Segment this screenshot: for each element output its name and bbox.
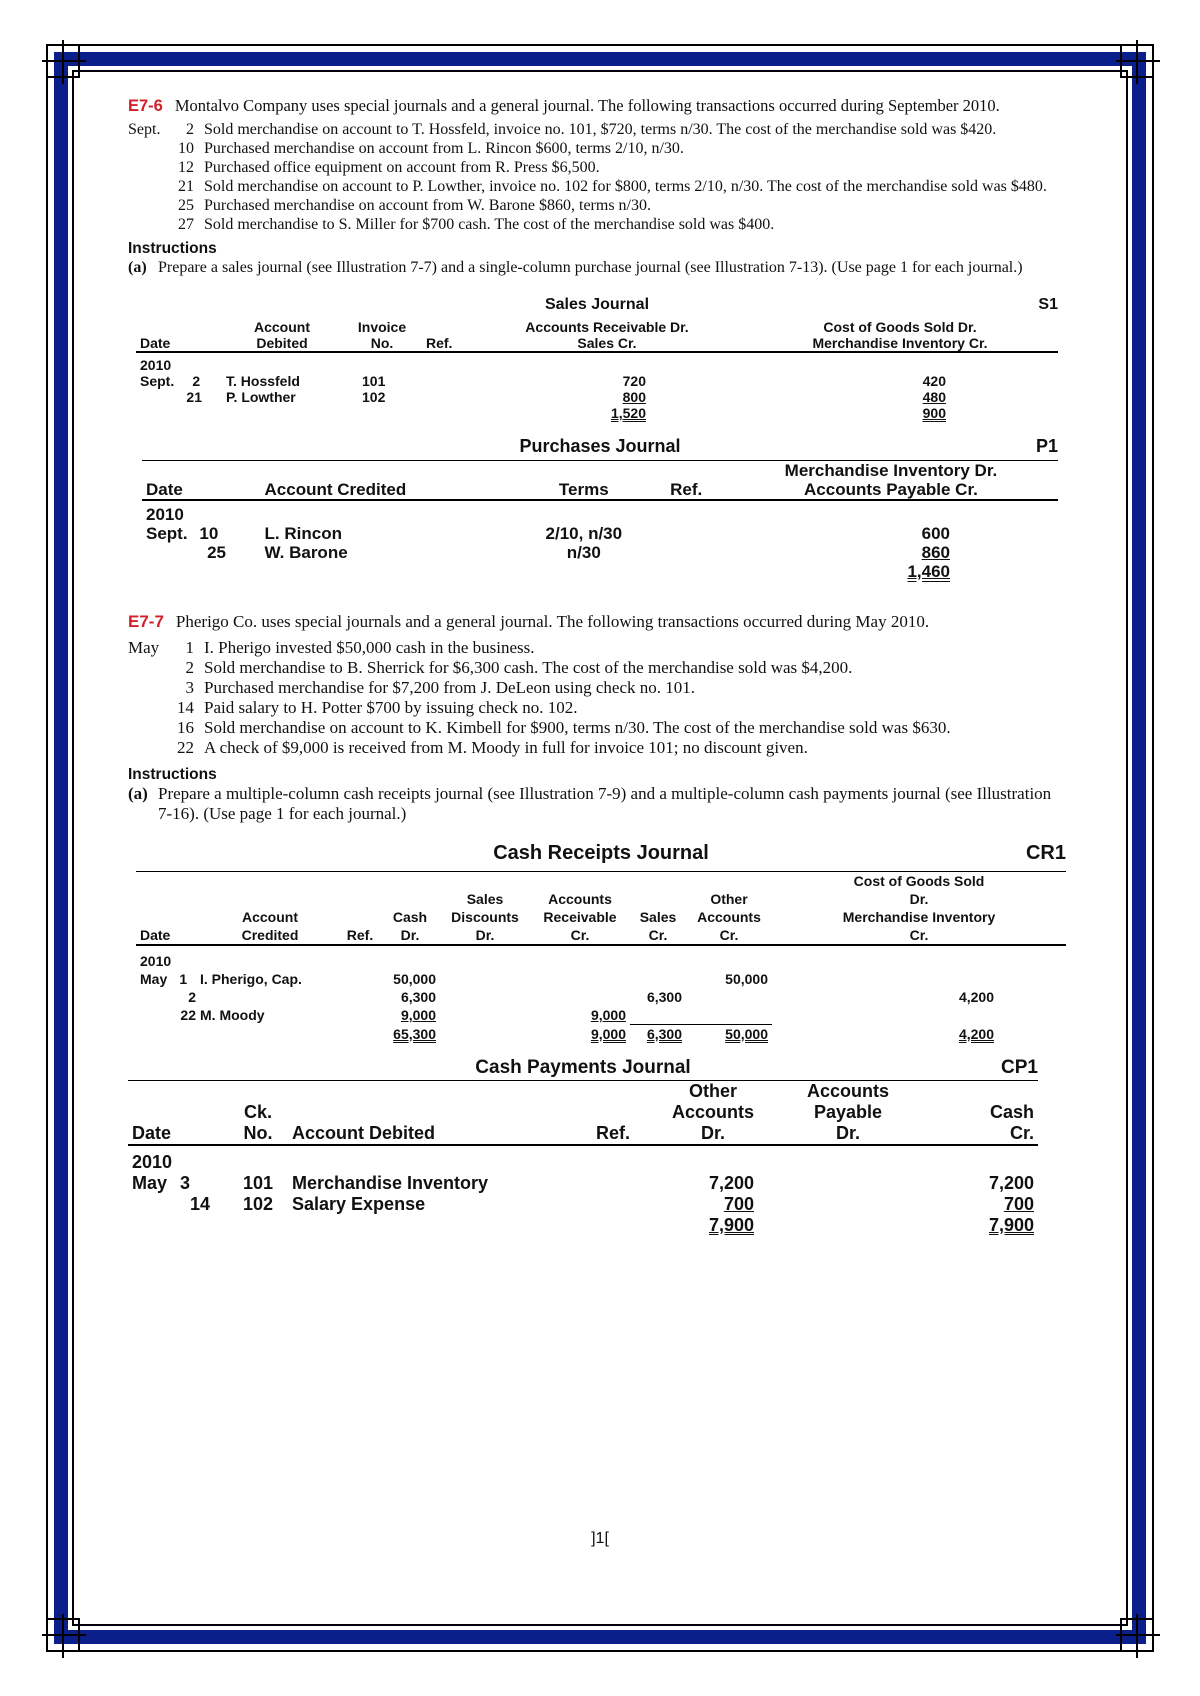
transaction-text: Sold merchandise to B. Sherrick for $6,300 cash. The cost of the merchandise sold was $4,200. bbox=[204, 658, 853, 677]
transaction-month bbox=[128, 698, 174, 718]
journal-page: CP1 bbox=[1001, 1056, 1038, 1078]
transaction-text: A check of $9,000 is received from M. Moody in full for invoice 101; no discount given. bbox=[204, 738, 808, 757]
corner-ornament bbox=[1120, 44, 1154, 78]
transaction-day: 2 bbox=[185, 658, 194, 677]
table-row bbox=[142, 543, 1058, 562]
table-row bbox=[142, 524, 1058, 543]
amount-cell: 800 bbox=[622, 389, 646, 405]
col-header: Sales bbox=[466, 891, 504, 907]
col-header: Accounts bbox=[548, 891, 612, 907]
date-month: May bbox=[140, 971, 168, 987]
table-row bbox=[136, 389, 1058, 405]
transaction-month bbox=[128, 196, 174, 215]
ref-cell bbox=[340, 1006, 380, 1024]
col-header: Cr. bbox=[630, 926, 686, 945]
page-content bbox=[128, 96, 1068, 1236]
totals-row bbox=[128, 1215, 1038, 1236]
exercise-e7-7 bbox=[128, 611, 1068, 824]
account-cell: I. Pherigo, Cap. bbox=[200, 971, 302, 987]
transaction-item bbox=[128, 177, 1068, 196]
table-row bbox=[136, 970, 1066, 988]
transaction-day: 27 bbox=[178, 216, 194, 233]
sales-journal bbox=[128, 297, 1058, 421]
amount-cell bbox=[630, 970, 686, 988]
transaction-month: May bbox=[128, 638, 160, 657]
amount-cell: 420 bbox=[922, 373, 946, 389]
transaction-item bbox=[128, 638, 1068, 658]
account-cell bbox=[200, 988, 340, 1006]
corner-ornament bbox=[1120, 1618, 1154, 1652]
col-header: Accounts bbox=[806, 1080, 889, 1101]
total-cell: 900 bbox=[922, 405, 946, 421]
amount-cell: 6,300 bbox=[400, 989, 436, 1005]
amount-cell bbox=[778, 1194, 918, 1215]
transaction-item bbox=[128, 120, 1068, 139]
cash-payments-journal bbox=[128, 1057, 1038, 1236]
transaction-day: 3 bbox=[185, 678, 194, 697]
amount-cell: 6,300 bbox=[646, 989, 682, 1005]
col-header: Cr. bbox=[918, 1123, 1038, 1145]
journal-title-bar bbox=[136, 297, 1058, 319]
purchases-journal bbox=[128, 437, 1058, 581]
transaction-text: Purchased merchandise on account from L. Rincon $600, terms 2/10, n/30. bbox=[204, 140, 684, 157]
total-cell: 7,900 bbox=[708, 1214, 754, 1235]
transaction-item bbox=[128, 196, 1068, 215]
total-cell: 9,000 bbox=[590, 1025, 626, 1042]
col-header: Cash bbox=[392, 909, 428, 925]
transaction-text: I. Pherigo invested $50,000 cash in the business. bbox=[204, 638, 535, 657]
transaction-day: 2 bbox=[186, 121, 194, 138]
account-cell: W. Barone bbox=[264, 543, 348, 562]
date-day: 1 bbox=[179, 971, 188, 987]
transaction-text: Sold merchandise on account to T. Hossfeld, invoice no. 101, $720, terms n/30. The cost of the merchandise sold was $420. bbox=[204, 121, 997, 138]
col-header: Ref. bbox=[422, 335, 472, 352]
totals-row bbox=[142, 562, 1058, 581]
transaction-month bbox=[128, 177, 174, 196]
totals-row bbox=[136, 405, 1058, 421]
instruction-text bbox=[128, 258, 1068, 277]
transaction-day: 14 bbox=[177, 698, 194, 717]
col-header: Discounts bbox=[451, 909, 519, 925]
ref-cell bbox=[648, 543, 723, 562]
journal-title: Cash Payments Journal bbox=[475, 1056, 691, 1078]
col-header: No. bbox=[228, 1123, 288, 1145]
journal-title: Purchases Journal bbox=[519, 436, 681, 456]
amount-cell: 50,000 bbox=[725, 971, 768, 987]
instruction-text bbox=[128, 784, 1068, 824]
transaction-item bbox=[128, 678, 1068, 698]
journal-page: S1 bbox=[1038, 296, 1058, 313]
journal-title-bar bbox=[142, 437, 1058, 461]
invoice-cell: 102 bbox=[362, 389, 386, 405]
transaction-item bbox=[128, 215, 1068, 234]
transaction-day: 25 bbox=[178, 197, 194, 214]
cash-receipts-journal bbox=[136, 844, 1066, 1043]
account-cell: M. Moody bbox=[200, 1007, 265, 1023]
amount-cell: 9,000 bbox=[400, 1007, 436, 1023]
col-header: Cash bbox=[989, 1101, 1034, 1122]
transaction-text: Sold merchandise on account to K. Kimbell for $900, terms n/30. The cost of the merchandise sold was $630. bbox=[204, 718, 951, 737]
exercise-id: E7-7 bbox=[128, 612, 164, 631]
transaction-text: Purchased office equipment on account from R. Press $6,500. bbox=[204, 159, 600, 176]
cash-receipts-table bbox=[136, 872, 1066, 1043]
check-number-cell: 101 bbox=[242, 1172, 274, 1193]
total-cell: 65,300 bbox=[393, 1025, 436, 1042]
col-header: Merchandise Inventory bbox=[842, 909, 996, 925]
amount-cell bbox=[772, 970, 1066, 988]
year-cell: 2010 bbox=[140, 357, 172, 373]
col-header: Dr. bbox=[440, 926, 530, 945]
ref-cell bbox=[648, 524, 723, 543]
sales-journal-table bbox=[136, 319, 1058, 421]
amount-cell: 4,200 bbox=[958, 989, 994, 1005]
col-header: Ck. bbox=[243, 1101, 272, 1122]
amount-cell bbox=[440, 988, 530, 1006]
col-header: Cost of Goods Sold bbox=[853, 873, 985, 889]
ref-cell bbox=[340, 988, 380, 1006]
journal-title: Cash Receipts Journal bbox=[493, 842, 709, 864]
col-header: Sales bbox=[639, 909, 677, 925]
amount-cell: 700 bbox=[723, 1193, 754, 1214]
amount-cell bbox=[630, 1006, 686, 1024]
account-cell: T. Hossfeld bbox=[226, 373, 300, 389]
date-day: 25 bbox=[207, 543, 226, 562]
transaction-item bbox=[128, 718, 1068, 738]
account-cell: P. Lowther bbox=[226, 389, 296, 405]
col-header: Accounts Payable Cr. bbox=[724, 480, 1058, 500]
transaction-text: Purchased merchandise on account from W. Barone $860, terms n/30. bbox=[204, 197, 651, 214]
table-row bbox=[136, 352, 1058, 373]
transaction-day: 16 bbox=[177, 718, 194, 737]
transaction-text: Purchased merchandise for $7,200 from J. DeLeon using check no. 101. bbox=[204, 678, 695, 697]
col-header: Account bbox=[254, 319, 310, 335]
col-header: Dr. bbox=[380, 926, 440, 945]
ref-cell bbox=[578, 1194, 648, 1215]
col-header: Dr. bbox=[778, 1123, 918, 1145]
ref-cell bbox=[578, 1173, 648, 1194]
totals-row bbox=[136, 1024, 1066, 1043]
table-row bbox=[128, 1145, 1038, 1173]
col-header: Payable bbox=[813, 1101, 883, 1122]
transaction-item bbox=[128, 658, 1068, 678]
transaction-item bbox=[128, 158, 1068, 177]
amount-cell: 860 bbox=[921, 543, 950, 562]
check-number-cell: 102 bbox=[242, 1193, 274, 1214]
col-header: Sales Cr. bbox=[472, 335, 742, 352]
exercise-intro-text: Montalvo Company uses special journals and a general journal. The following transactions occurred during September 2010. bbox=[174, 96, 1000, 115]
total-cell: 7,900 bbox=[988, 1214, 1034, 1235]
col-header: Dr. bbox=[648, 1123, 778, 1145]
col-header: Merchandise Inventory Cr. bbox=[742, 335, 1058, 352]
amount-cell bbox=[778, 1173, 918, 1194]
instruction-body: Prepare a multiple-column cash receipts journal (see Illustration 7-9) and a multiple-column cash payments journal (see Illustration 7-16). (Use page 1 for each journal.) bbox=[158, 784, 1052, 823]
total-cell: 4,200 bbox=[958, 1025, 994, 1042]
ref-cell bbox=[422, 373, 472, 389]
transaction-text: Paid salary to H. Potter $700 by issuing check no. 102. bbox=[204, 698, 578, 717]
year-cell: 2010 bbox=[140, 953, 172, 969]
transaction-item bbox=[128, 698, 1068, 718]
instructions-heading: Instructions bbox=[128, 766, 217, 783]
date-day: 3 bbox=[180, 1172, 191, 1193]
amount-cell bbox=[440, 970, 530, 988]
transaction-month bbox=[128, 718, 174, 738]
col-header: Cost of Goods Sold Dr. bbox=[823, 319, 977, 335]
col-header: Cr. bbox=[686, 926, 772, 945]
col-header: Date bbox=[142, 480, 261, 500]
amount-cell: 7,200 bbox=[988, 1172, 1034, 1193]
total-cell: 50,000 bbox=[725, 1025, 768, 1042]
instruction-body: Prepare a sales journal (see Illustration 7-7) and a single-column purchase journal (see Illustration 7-13). (Use page 1 for each journal.) bbox=[158, 259, 1023, 276]
transaction-month: Sept. bbox=[128, 121, 161, 138]
page-number: ]1[ bbox=[591, 1530, 609, 1547]
transaction-month bbox=[128, 658, 174, 678]
col-header: No. bbox=[342, 335, 422, 352]
col-header: Date bbox=[136, 926, 200, 945]
date-day: 2 bbox=[192, 373, 201, 389]
transaction-day: 21 bbox=[178, 178, 194, 195]
transaction-month bbox=[128, 678, 174, 698]
date-day: 22 bbox=[180, 1007, 196, 1023]
transaction-day: 12 bbox=[178, 159, 194, 176]
amount-cell bbox=[530, 970, 630, 988]
account-cell: L. Rincon bbox=[264, 524, 342, 543]
amount-cell bbox=[686, 1006, 772, 1024]
table-row bbox=[136, 945, 1066, 970]
col-header: Account bbox=[242, 909, 298, 925]
terms-cell: n/30 bbox=[566, 543, 601, 562]
transaction-day: 22 bbox=[177, 738, 194, 757]
col-header: Accounts Receivable Dr. bbox=[525, 319, 689, 335]
year-cell: 2010 bbox=[146, 505, 184, 524]
transaction-month bbox=[128, 158, 174, 177]
instruction-label: (a) bbox=[128, 784, 148, 803]
journal-title-bar bbox=[136, 844, 1066, 872]
invoice-cell: 101 bbox=[362, 373, 386, 389]
amount-cell: 9,000 bbox=[590, 1007, 626, 1023]
col-header: Cr. bbox=[772, 926, 1066, 945]
date-day: 21 bbox=[186, 389, 202, 405]
transaction-month bbox=[128, 738, 174, 758]
cash-payments-table bbox=[128, 1081, 1038, 1236]
exercise-intro bbox=[128, 611, 1068, 632]
date-day: 14 bbox=[189, 1193, 210, 1214]
col-header: Accounts bbox=[697, 909, 761, 925]
col-header: Terms bbox=[519, 480, 648, 500]
journal-title-bar bbox=[128, 1057, 1038, 1081]
amount-cell bbox=[686, 988, 772, 1006]
instruction-label: (a) bbox=[128, 259, 147, 276]
col-header: Account Debited bbox=[288, 1123, 578, 1145]
table-row bbox=[136, 988, 1066, 1006]
col-header: Merchandise Inventory Dr. bbox=[784, 461, 998, 480]
purchases-journal-table bbox=[142, 461, 1058, 581]
total-cell: 1,520 bbox=[610, 405, 646, 421]
amount-cell: 700 bbox=[1003, 1193, 1034, 1214]
col-header: Receivable bbox=[543, 909, 617, 925]
total-cell: 1,460 bbox=[907, 562, 950, 581]
col-header: Dr. bbox=[909, 891, 929, 907]
col-header: Date bbox=[128, 1123, 228, 1145]
date-day: 10 bbox=[199, 524, 219, 543]
table-row bbox=[136, 1006, 1066, 1024]
transaction-list bbox=[128, 638, 1068, 758]
table-row bbox=[136, 373, 1058, 389]
transaction-day: 10 bbox=[178, 140, 194, 157]
account-cell: Salary Expense bbox=[292, 1193, 426, 1214]
journal-title: Sales Journal bbox=[544, 296, 650, 313]
exercise-intro bbox=[128, 96, 1068, 116]
journal-page: CR1 bbox=[1025, 842, 1066, 864]
account-cell: Merchandise Inventory bbox=[292, 1172, 489, 1193]
col-header: Ref. bbox=[648, 480, 723, 500]
amount-cell: 480 bbox=[922, 389, 946, 405]
col-header: Other bbox=[688, 1080, 737, 1101]
transaction-text: Sold merchandise to S. Miller for $700 cash. The cost of the merchandise sold was $400. bbox=[204, 216, 775, 233]
transaction-text: Sold merchandise on account to P. Lowther, invoice no. 102 for $800, terms 2/10, n/30. The cost of the merchandise sold was $480. bbox=[204, 178, 1047, 195]
exercise-id: E7-6 bbox=[128, 97, 163, 115]
instructions-heading: Instructions bbox=[128, 240, 217, 257]
amount-cell: 600 bbox=[921, 524, 950, 543]
amount-cell: 7,200 bbox=[708, 1172, 754, 1193]
date-day: 2 bbox=[188, 989, 196, 1005]
table-row bbox=[128, 1194, 1038, 1215]
amount-cell bbox=[440, 1006, 530, 1024]
transaction-list bbox=[128, 120, 1068, 234]
col-header: Cr. bbox=[530, 926, 630, 945]
col-header: Invoice bbox=[357, 319, 407, 335]
col-header: Credited bbox=[200, 926, 340, 945]
col-header: Accounts bbox=[671, 1101, 754, 1122]
transaction-month bbox=[128, 215, 174, 234]
amount-cell bbox=[530, 988, 630, 1006]
total-cell: 6,300 bbox=[646, 1025, 682, 1042]
col-header: Other bbox=[710, 891, 748, 907]
col-header: Debited bbox=[222, 335, 342, 352]
corner-ornament bbox=[46, 44, 80, 78]
table-row bbox=[142, 500, 1058, 524]
ref-cell bbox=[422, 389, 472, 405]
ref-cell bbox=[340, 970, 380, 988]
col-header: Ref. bbox=[578, 1123, 648, 1145]
amount-cell: 720 bbox=[622, 373, 646, 389]
date-month: Sept. bbox=[146, 524, 188, 543]
col-header: Account Credited bbox=[261, 480, 520, 500]
transaction-day: 1 bbox=[185, 638, 194, 657]
date-month: Sept. bbox=[140, 373, 175, 389]
date-month: May bbox=[132, 1172, 168, 1193]
col-header: Date bbox=[136, 335, 222, 352]
transaction-item bbox=[128, 139, 1068, 158]
transaction-item bbox=[128, 738, 1068, 758]
amount-cell bbox=[772, 1006, 1066, 1024]
exercise-e7-6 bbox=[128, 96, 1068, 277]
journal-page: P1 bbox=[1035, 436, 1058, 456]
amount-cell: 50,000 bbox=[393, 971, 436, 987]
terms-cell: 2/10, n/30 bbox=[545, 524, 623, 543]
transaction-month bbox=[128, 139, 174, 158]
corner-ornament bbox=[46, 1618, 80, 1652]
year-cell: 2010 bbox=[132, 1151, 173, 1172]
exercise-intro-text: Pherigo Co. uses special journals and a general journal. The following transactions occurred during May 2010. bbox=[175, 612, 930, 631]
col-header: Ref. bbox=[340, 926, 380, 945]
table-row bbox=[128, 1173, 1038, 1194]
